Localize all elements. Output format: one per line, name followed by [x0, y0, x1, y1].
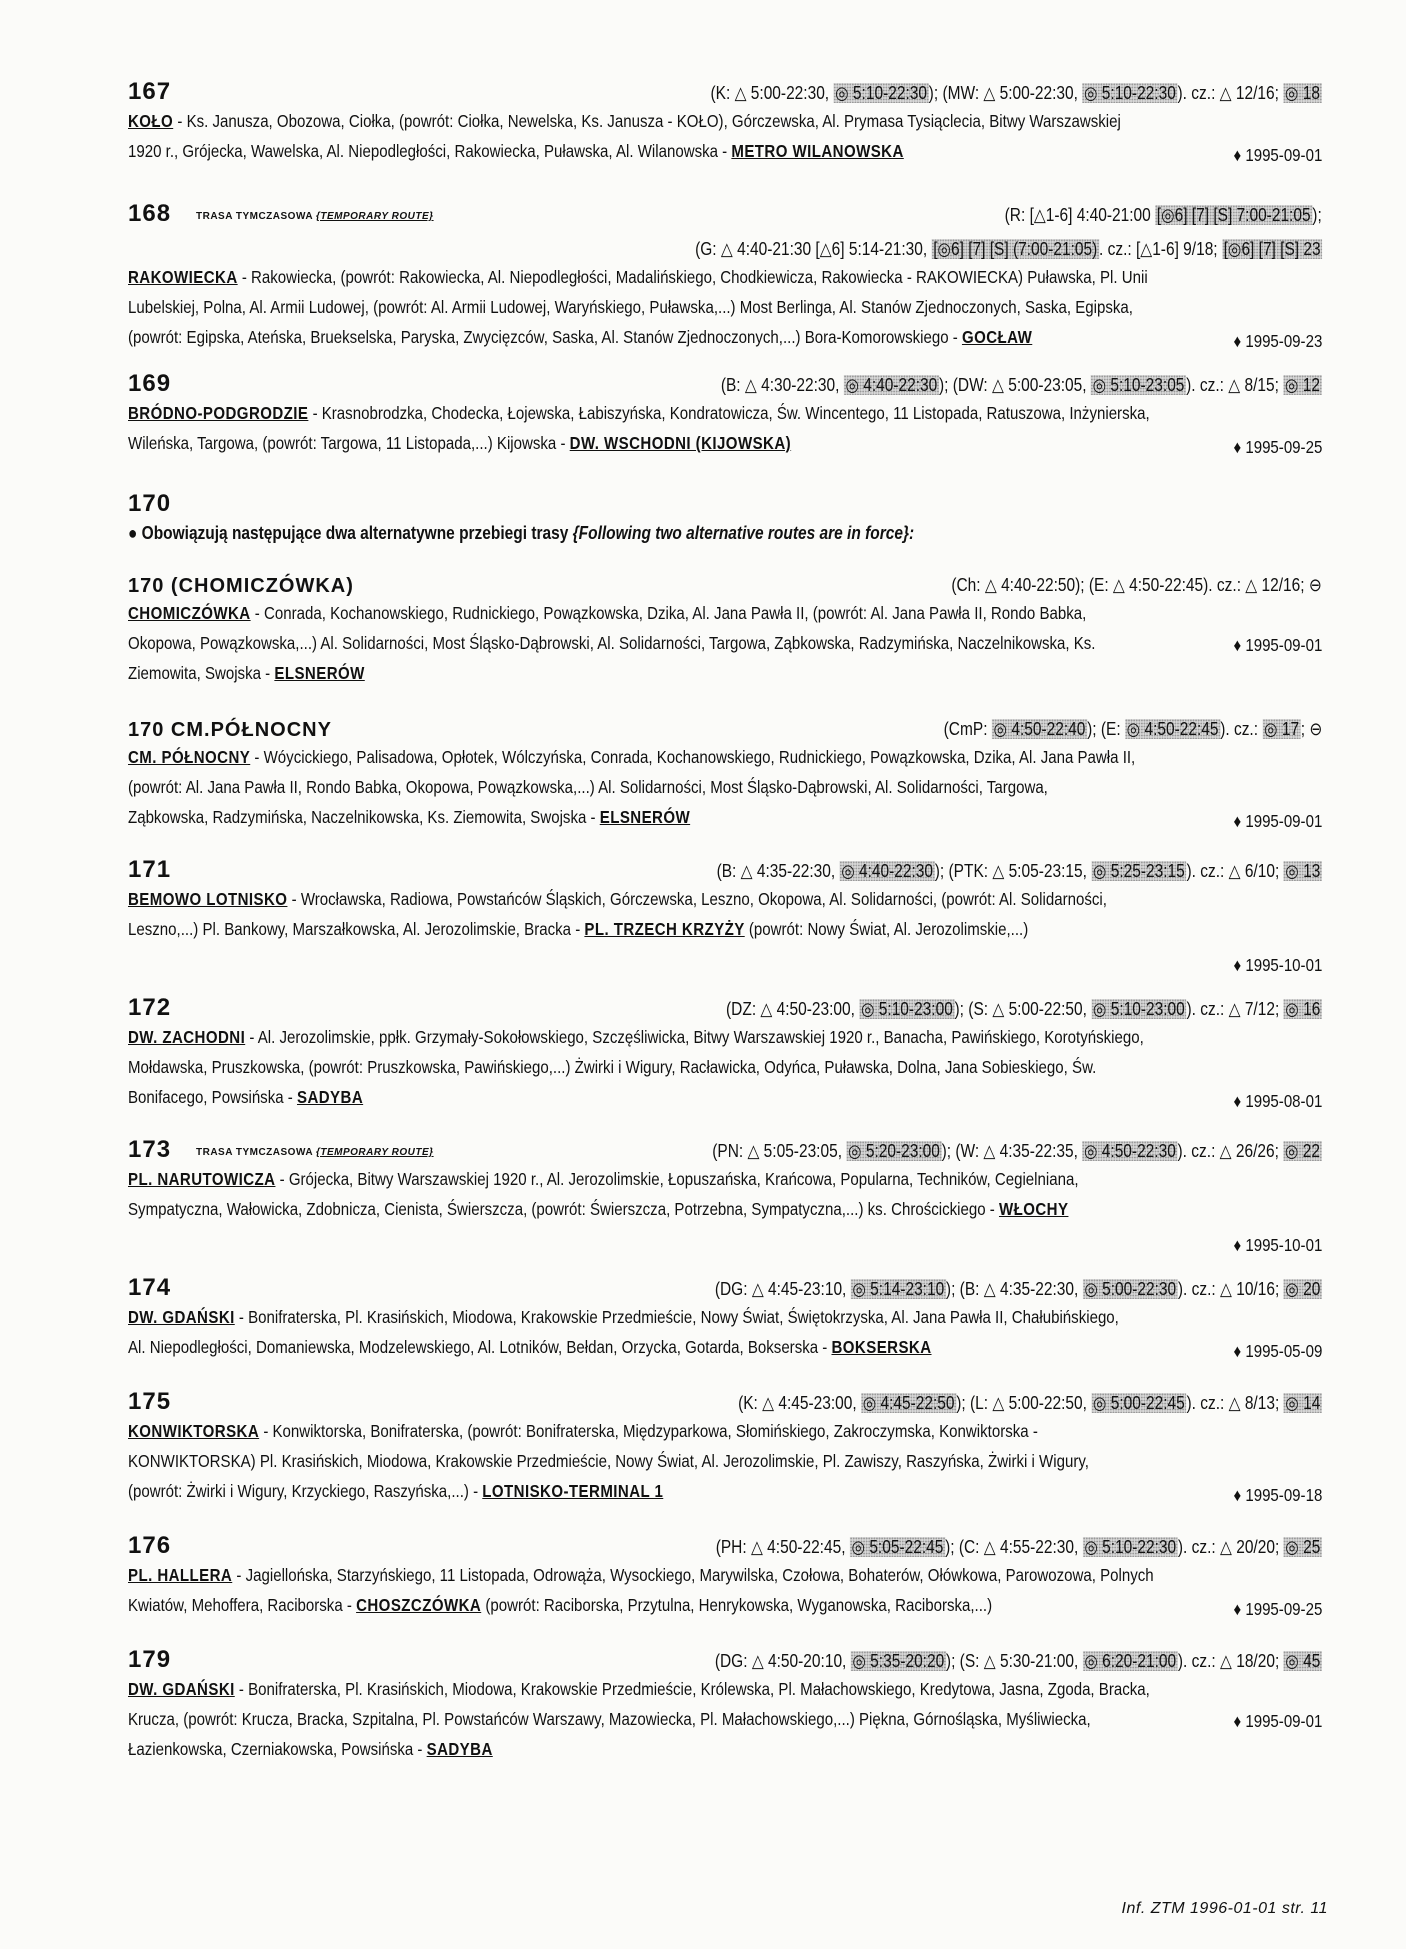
route-number: 176: [128, 1532, 172, 1559]
route-end: GOCŁAW: [961, 327, 1033, 347]
temporary-route-note: TRASA TYMCZASOWA {TEMPORARY ROUTE}: [196, 211, 434, 222]
entry-header: [128, 1634, 1322, 1674]
effective-date: ♦ 1995-09-25: [1233, 437, 1322, 457]
route-end: PL. TRZECH KRZYŻY: [584, 919, 745, 939]
route-end: WŁOCHY: [998, 1199, 1069, 1219]
route-line: Wileńska, Targowa, (powrót: Targowa, 11 Listopada,...) Kijowska - DW. WSCHODNI (KIJOWSKA): [128, 433, 792, 453]
route-number: 170: [128, 490, 172, 517]
schedule: (PN: △ 5:05-23:05, ◎ 5:20-23:00); (W: △ 4:35-22:35, ◎ 4:50-22:30). cz.: △ 26/26; ◎ 22: [712, 1141, 1321, 1161]
route-entry-168: [128, 188, 1322, 352]
schedule: (DG: △ 4:45-23:10, ◎ 5:14-23:10); (B: △ 4:35-22:30, ◎ 5:00-22:30). cz.: △ 10/16; ◎ 20: [714, 1279, 1321, 1299]
route-end: DW. WSCHODNI (KIJOWSKA): [569, 433, 792, 453]
entry-header: [128, 1124, 1322, 1164]
route-line: CM. PÓŁNOCNY - Wóycickiego, Palisadowa, Opłotek, Wólczyńska, Conrada, Kochanowskiego, Rudnickiego, Powązkowska, Dzika, Al. Jana Pawła II,: [128, 747, 1136, 767]
route-number: 170 (CHOMICZÓWKA): [128, 575, 354, 597]
route-number: 175: [128, 1388, 172, 1415]
entry-header: [128, 1520, 1322, 1560]
effective-date: ♦ 1995-09-01: [1233, 145, 1322, 165]
effective-date: ♦ 1995-08-01: [1233, 1091, 1322, 1111]
route-start: KONWIKTORSKA: [128, 1421, 260, 1441]
route-number: 179: [128, 1646, 172, 1673]
effective-date: ♦ 1995-09-01: [1233, 811, 1322, 831]
route-line: PL. NARUTOWICZA - Grójecka, Bitwy Warszawskiej 1920 r., Al. Jerozolimskie, Łopuszańska, Krańcowa, Popularna, Techników, Cegielniana,: [128, 1169, 1079, 1189]
route-line: (powrót: Żwirki i Wigury, Krzyckiego, Raszyńska,...) - LOTNISKO-TERMINAL 1: [128, 1481, 664, 1501]
route-entry-169: [128, 358, 1322, 458]
route-start: RAKOWIECKA: [128, 267, 238, 287]
route-line: 1920 r., Grójecka, Wawelska, Al. Niepodległości, Rakowiecka, Puławska, Al. Wilanowska - METRO WILANOWSKA: [128, 141, 904, 161]
route-number: 173: [128, 1136, 172, 1163]
route-end: ELSNERÓW: [274, 663, 365, 683]
schedule: (R: [△1-6] 4:40-21:00 [◎6] [7] [S] 7:00-21:05);: [1004, 205, 1322, 225]
route-line: DW. GDAŃSKI - Bonifraterska, Pl. Krasińskich, Miodowa, Krakowskie Przedmieście, Nowy Świat, Świętokrzyska, Al. Jana Pawła II, Chałubińskiego,: [128, 1307, 1119, 1327]
route-line: BEMOWO LOTNISKO - Wrocławska, Radiowa, Powstańców Śląskich, Górczewska, Leszno, Okopowa, Al. Solidarności, (powrót: Al. Solidarności,: [128, 889, 1107, 909]
route-line: Leszno,...) Pl. Bankowy, Marszałkowska, Al. Jerozolimskie, Bracka - PL. TRZECH KRZYŻY (powrót: Nowy Świat, Al. Jerozolimskie,...): [128, 919, 1029, 939]
route-line: Okopowa, Powązkowska,...) Al. Solidarności, Most Śląsko-Dąbrowski, Al. Solidarności, Targowa, Ząbkowska, Radzymińska, Naczelnikowska, Ks.: [128, 633, 1096, 653]
route-start: CHOMICZÓWKA: [128, 603, 251, 623]
schedule: (K: △ 5:00-22:30, ◎ 5:10-22:30); (MW: △ 5:00-22:30, ◎ 5:10-22:30). cz.: △ 12/16; ◎ 18: [710, 83, 1321, 103]
schedule: (B: △ 4:30-22:30, ◎ 4:40-22:30); (DW: △ 5:00-23:05, ◎ 5:10-23:05). cz.: △ 8/15; ◎ 12: [721, 375, 1321, 395]
effective-date: ♦ 1995-09-01: [1233, 635, 1322, 655]
route-line: Ziemowita, Swojska - ELSNERÓW: [128, 663, 365, 683]
route-line: RAKOWIECKA - Rakowiecka, (powrót: Rakowiecka, Al. Niepodległości, Madalińskiego, Chodkiewicza, Rakowiecka - RAKOWIECKA) Puławska, Pl. Unii: [128, 267, 1148, 287]
route-line: Kwiatów, Mehoffera, Raciborska - CHOSZCZÓWKA (powrót: Raciborska, Przytulna, Henrykowska, Wyganowska, Raciborska,...): [128, 1595, 993, 1615]
route-end: METRO WILANOWSKA: [731, 141, 904, 161]
schedule: (DZ: △ 4:50-23:00, ◎ 5:10-23:00); (S: △ 5:00-22:50, ◎ 5:10-23:00). cz.: △ 7/12; ◎ 16: [725, 999, 1321, 1019]
route-line: CHOMICZÓWKA - Conrada, Kochanowskiego, Rudnickiego, Powązkowska, Dzika, Al. Jana Pawła II, (powrót: Al. Jana Pawła II, Rondo Babka,: [128, 603, 1087, 623]
route-line: Krucza, (powrót: Krucza, Bracka, Szpitalna, Pl. Powstańców Warszawy, Mazowiecka, Pl. Małachowskiego,...) Piękna, Górnośląska, Myśliwiecka,: [128, 1709, 1091, 1729]
route-start: DW. GDAŃSKI: [128, 1679, 235, 1699]
route-number: 170 CM.PÓŁNOCNY: [128, 719, 332, 741]
effective-date: ♦ 1995-09-23: [1233, 331, 1322, 351]
entry-header: [128, 358, 1322, 398]
entry-header: [128, 844, 1322, 884]
route-line: Bonifacego, Powsińska - SADYBA: [128, 1087, 364, 1107]
schedule: (K: △ 4:45-23:00, ◎ 4:45-22:50); (L: △ 5:00-22:50, ◎ 5:00-22:45). cz.: △ 8/13; ◎ 14: [738, 1393, 1321, 1413]
route-entry-172: [128, 982, 1322, 1112]
alternative-routes-note: ● Obowiązują następujące dwa alternatywne przebiegi trasy {Following two alternative routes are in force}:: [128, 523, 915, 543]
route-entry-167: [128, 66, 1322, 166]
schedule-continuation: (G: △ 4:40-21:30 [△6] 5:14-21:30, [◎6] [7] [S] (7:00-21:05). cz.: [△1-6] 9/18; [◎6] [7] [S] 23: [694, 239, 1321, 259]
schedule: (CmP: ◎ 4:50-22:40); (E: ◎ 4:50-22:45). cz.: ◎ 17; ⊖: [943, 719, 1322, 739]
schedule: (B: △ 4:35-22:30, ◎ 4:40-22:30); (PTK: △ 5:05-23:15, ◎ 5:25-23:15). cz.: △ 6/10; ◎ 13: [716, 861, 1321, 881]
route-entry-179: [128, 1634, 1322, 1764]
route-line: PL. HALLERA - Jagiellońska, Starzyńskiego, 11 Listopada, Odrowąża, Wysockiego, Marywilska, Czołowa, Bohaterów, Ołówkowa, Parowozowa, Polnych: [128, 1565, 1154, 1585]
entry-header: [128, 1262, 1322, 1302]
route-line: Mołdawska, Pruszkowska, (powrót: Pruszkowska, Pawińskiego,...) Żwirki i Wigury, Racławicka, Odyńca, Puławska, Dolna, Jana Sobieskiego, Św.: [128, 1057, 1097, 1077]
route-line: Al. Niepodległości, Domaniewska, Modzelewskiego, Al. Lotników, Bełdan, Orzycka, Gotarda, Bokserska - BOKSERSKA: [128, 1337, 932, 1357]
route-number: 174: [128, 1274, 172, 1301]
route-end: BOKSERSKA: [831, 1337, 932, 1357]
route-end: SADYBA: [296, 1087, 364, 1107]
effective-date: ♦ 1995-05-09: [1233, 1341, 1322, 1361]
route-number: 172: [128, 994, 172, 1021]
route-entry-175: [128, 1376, 1322, 1506]
schedule: (Ch: △ 4:40-22:50); (E: △ 4:50-22:45). cz.: △ 12/16; ⊖: [951, 575, 1322, 595]
route-line: DW. ZACHODNI - Al. Jerozolimskie, ppłk. Grzymały-Sokołowskiego, Szczęśliwicka, Bitwy Warszawskiej 1920 r., Banacha, Pawińskiego, Korotyńskiego,: [128, 1027, 1144, 1047]
route-number: 171: [128, 856, 172, 883]
entry-header: [128, 66, 1322, 106]
route-start: PL. NARUTOWICZA: [128, 1169, 276, 1189]
route-entry-176: [128, 1520, 1322, 1620]
effective-date: ♦ 1995-10-01: [1233, 955, 1322, 975]
entry-header: [128, 558, 1322, 598]
route-entry-170-cm-polnocny: [128, 702, 1322, 832]
route-number: 168: [128, 200, 172, 227]
route-entry-173: [128, 1124, 1322, 1260]
entry-header: [128, 188, 1322, 228]
entry-header: [128, 982, 1322, 1022]
route-start: CM. PÓŁNOCNY: [128, 747, 251, 767]
route-number: 167: [128, 78, 172, 105]
route-start: PL. HALLERA: [128, 1565, 233, 1585]
route-line: Ząbkowska, Radzymińska, Naczelnikowska, Ks. Ziemowita, Swojska - ELSNERÓW: [128, 807, 691, 827]
route-line: KONWIKTORSKA - Konwiktorska, Bonifraterska, (powrót: Bonifraterska, Międzyparkowa, Słomińskiego, Zakroczymska, Konwiktorska -: [128, 1421, 1038, 1441]
route-end: SADYBA: [426, 1739, 493, 1759]
route-start: BRÓDNO-PODGRODZIE: [128, 403, 309, 423]
page-footer: Inf. ZTM 1996-01-01 str. 11: [1121, 1900, 1328, 1917]
route-number: 169: [128, 370, 172, 397]
effective-date: ♦ 1995-09-01: [1233, 1711, 1322, 1731]
route-line: (powrót: Egipska, Ateńska, Bruekselska, Paryska, Zwycięzców, Saska, Al. Stanów Zjednoczonych,...) Bora-Komorowskiego - GOCŁAW: [128, 327, 1033, 347]
route-start: BEMOWO LOTNISKO: [128, 889, 288, 909]
route-entry-170-chomiczowka: [128, 558, 1322, 688]
route-entry-170-intro: [128, 478, 1322, 548]
route-start: DW. GDAŃSKI: [128, 1307, 235, 1327]
entry-header: [128, 1376, 1322, 1416]
route-line: KONWIKTORSKA) Pl. Krasińskich, Miodowa, Krakowskie Przedmieście, Nowy Świat, Al. Jerozolimskie, Pl. Zawiszy, Raszyńska, Żwirki i Wigury,: [128, 1451, 1089, 1471]
route-entry-174: [128, 1262, 1322, 1362]
effective-date: ♦ 1995-09-18: [1233, 1485, 1322, 1505]
route-end: CHOSZCZÓWKA: [356, 1595, 482, 1615]
route-start: KOŁO: [128, 111, 174, 131]
route-end: ELSNERÓW: [599, 807, 691, 827]
route-line: (powrót: Al. Jana Pawła II, Rondo Babka, Okopowa, Powązkowska,...) Al. Solidarności, Most Śląsko-Dąbrowski, Al. Solidarności, Targowa,: [128, 777, 1048, 797]
route-line: Lubelskiej, Polna, Al. Armii Ludowej, (powrót: Al. Armii Ludowej, Waryńskiego, Puławska,...) Most Berlinga, Al. Stanów Zjednoczonych, Saska, Egipska,: [128, 297, 1133, 317]
route-line: KOŁO - Ks. Janusza, Obozowa, Ciołka, (powrót: Ciołka, Newelska, Ks. Janusza - KOŁO), Górczewska, Al. Prymasa Tysiąclecia, Bitwy Warszawskiej: [128, 111, 1121, 131]
route-line: Sympatyczna, Wałowicka, Zdobnicza, Cienista, Świerszcza, (powrót: Świerszcza, Potrzebna, Sympatyczna,...) ks. Chrościckiego - WŁOCHY: [128, 1199, 1069, 1219]
route-entry-171: [128, 844, 1322, 980]
schedule: (PH: △ 4:50-22:45, ◎ 5:05-22:45); (C: △ 4:55-22:30, ◎ 5:10-22:30). cz.: △ 20/20; ◎ 25: [715, 1537, 1321, 1557]
route-line: Łazienkowska, Czerniakowska, Powsińska - SADYBA: [128, 1739, 493, 1759]
route-end: LOTNISKO-TERMINAL 1: [482, 1481, 664, 1501]
route-line: DW. GDAŃSKI - Bonifraterska, Pl. Krasińskich, Miodowa, Krakowskie Przedmieście, Królewska, Pl. Małachowskiego, Kredytowa, Jasna, Zgoda, Bracka,: [128, 1679, 1150, 1699]
effective-date: ♦ 1995-10-01: [1233, 1235, 1322, 1255]
schedule: (DG: △ 4:50-20:10, ◎ 5:35-20:20); (S: △ 5:30-21:00, ◎ 6:20-21:00). cz.: △ 18/20; ◎ 45: [714, 1651, 1321, 1671]
effective-date: ♦ 1995-09-25: [1233, 1599, 1322, 1619]
route-start: DW. ZACHODNI: [128, 1027, 246, 1047]
temporary-route-note: TRASA TYMCZASOWA {TEMPORARY ROUTE}: [196, 1147, 434, 1158]
entry-header: [128, 702, 1322, 742]
route-line: BRÓDNO-PODGRODZIE - Krasnobrodzka, Chodecka, Łojewska, Łabiszyńska, Kondratowicza, Św. Wincentego, 11 Listopada, Ratuszowa, Inżynierska,: [128, 403, 1150, 423]
